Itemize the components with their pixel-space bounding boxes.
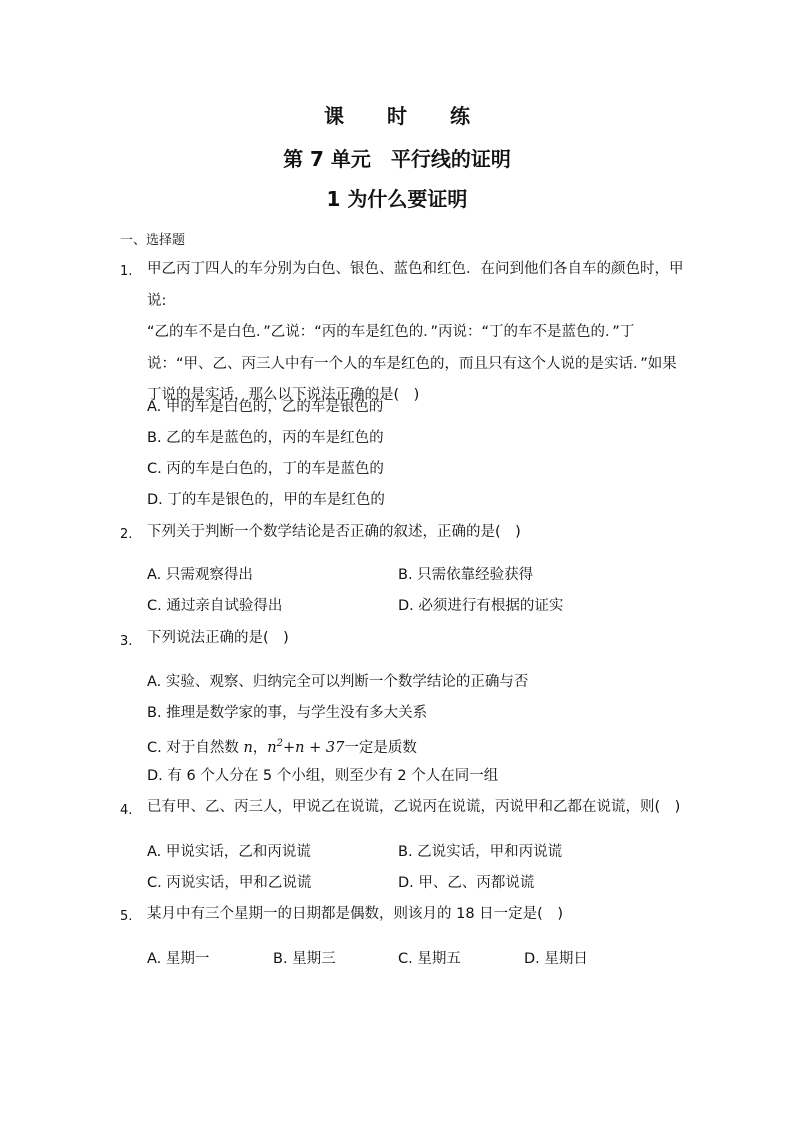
math-exponent: 2 [276, 738, 284, 749]
question-4-option-c[interactable]: C. 丙说实话，甲和乙说谎 [147, 875, 312, 891]
section-heading: 一、选择题 [120, 233, 186, 248]
question-5-option-d[interactable]: D. 星期日 [524, 951, 588, 967]
question-1-option-c[interactable]: C. 丙的车是白色的，丁的车是蓝色的 [147, 461, 384, 477]
question-4-text: 已有甲、乙、丙三人，甲说乙在说谎，乙说丙在说谎，丙说甲和乙都在说谎，则( ) [147, 799, 681, 815]
question-1-line: 甲乙丙丁四人的车分别为白色、银色、蓝色和红色．在问到他们各自车的颜色时，甲说: [147, 261, 684, 309]
question-2-option-c[interactable]: C. 通过亲自试验得出 [147, 598, 283, 614]
question-4-option-d[interactable]: D. 甲、乙、丙都说谎 [398, 875, 535, 891]
option-c-prefix: C. 对于自然数 [147, 739, 244, 756]
question-1-option-d[interactable]: D. 丁的车是银色的，甲的车是红色的 [147, 492, 385, 508]
question-2-option-a[interactable]: A. 只需观察得出 [147, 567, 253, 583]
option-c-suffix: 一定是质数 [344, 739, 417, 756]
question-2-option-d[interactable]: D. 必须进行有根据的证实 [398, 598, 564, 614]
question-5-option-c[interactable]: C. 星期五 [398, 951, 461, 967]
question-5-option-a[interactable]: A. 星期一 [147, 951, 210, 967]
page-title: 课 时 练 [324, 104, 488, 128]
question-2-option-b[interactable]: B. 只需依靠经验获得 [398, 567, 534, 583]
question-3-text: 下列说法正确的是( ) [147, 630, 289, 646]
question-2-text: 下列关于判断一个数学结论是否正确的叙述，正确的是( ) [147, 524, 521, 540]
question-5-option-b[interactable]: B. 星期三 [273, 951, 336, 967]
question-3-option-c[interactable] [147, 734, 417, 758]
question-1-line: 丁说的是实话，那么以下说法正确的是( ) [147, 387, 420, 403]
question-3-option-a[interactable]: A. 实验、观察、归纳完全可以判断一个数学结论的正确与否 [147, 674, 529, 690]
question-4-number: 4. [120, 803, 133, 818]
question-1-text [147, 254, 687, 412]
question-1-number: 1. [120, 264, 133, 279]
question-1-option-a[interactable]: A. 甲的车是白色的，乙的车是银色的 [147, 399, 384, 415]
unit-title: 第 7 单元 平行线的证明 [283, 147, 511, 171]
question-1-line: 说：“甲、乙、丙三人中有一个人的车是红色的，而且只有这个人说的是实话．”如果 [147, 355, 677, 372]
math-variable: n [243, 739, 253, 756]
question-3-option-b[interactable]: B. 推理是数学家的事，与学生没有多大关系 [147, 705, 428, 721]
math-base: n [267, 739, 277, 756]
question-3-number: 3. [120, 634, 133, 649]
lesson-title: 1 为什么要证明 [326, 187, 468, 211]
question-1-line: “乙的车不是白色．”乙说：“丙的车是红色的．”丙说：“丁的车不是蓝色的．”丁 [147, 324, 635, 340]
math-expression: +n + 37 [283, 739, 345, 756]
question-2-number: 2. [120, 527, 133, 542]
question-5-text: 某月中有三个星期一的日期都是偶数，则该月的 18 日一定是( ) [147, 906, 563, 922]
question-3-option-d[interactable]: D. 有 6 个人分在 5 个小组，则至少有 2 个人在同一组 [147, 768, 499, 784]
question-4-option-b[interactable]: B. 乙说实话，甲和丙说谎 [398, 844, 563, 860]
question-5-number: 5. [120, 909, 133, 924]
question-4-option-a[interactable]: A. 甲说实话，乙和丙说谎 [147, 844, 311, 860]
option-c-separator: ， [252, 739, 268, 756]
question-1-option-b[interactable]: B. 乙的车是蓝色的，丙的车是红色的 [147, 430, 384, 446]
